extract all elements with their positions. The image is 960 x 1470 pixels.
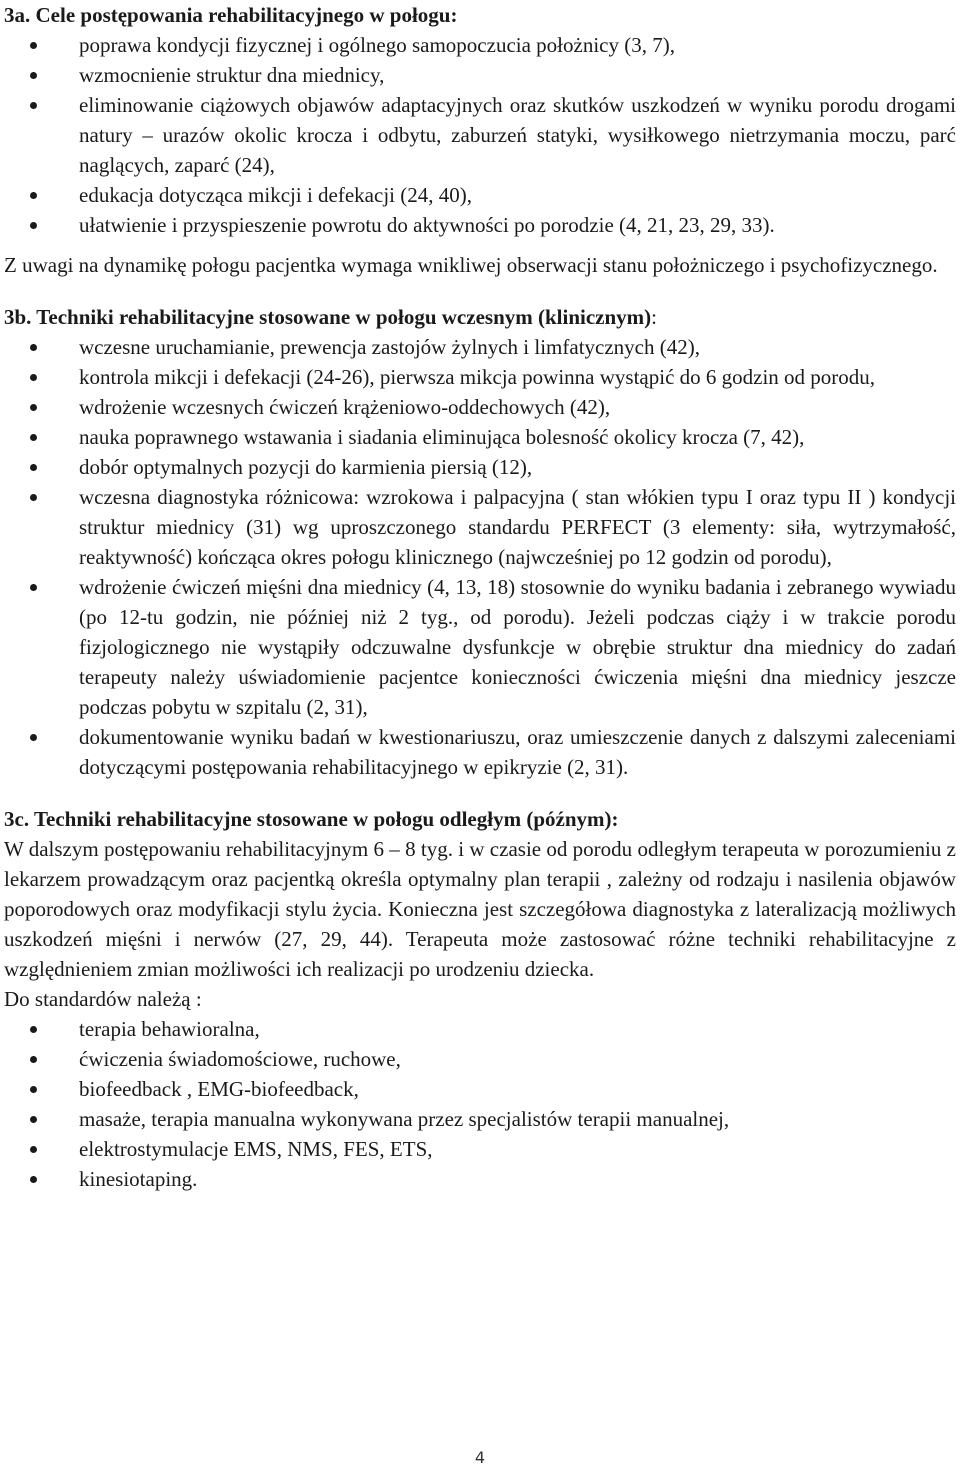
section-b-list	[4, 332, 956, 782]
list-item: edukacja dotycząca mikcji i defekacji (24, 40),	[4, 180, 956, 210]
list-item: kinesiotaping.	[4, 1164, 956, 1194]
document-page	[4, 0, 956, 1194]
list-item: terapia behawioralna,	[4, 1014, 956, 1044]
bullet-icon	[30, 102, 37, 109]
bullet-icon	[30, 404, 37, 411]
bullet-icon	[30, 734, 37, 741]
list-item: wzmocnienie struktur dna miednicy,	[4, 60, 956, 90]
bullet-icon	[30, 42, 37, 49]
list-item: ćwiczenia świadomościowe, ruchowe,	[4, 1044, 956, 1074]
list-item: poprawa kondycji fizycznej i ogólnego samopoczucia położnicy (3, 7),	[4, 30, 956, 60]
list-item: wdrożenie ćwiczeń mięśni dna miednicy (4, 13, 18) stosownie do wyniku badania i zebranego wywiadu (po 12-tu godzin, nie później niż 2 tyg., od porodu). Jeżeli podczas ciąży i w trakcie porodu fizjologicznego nie wystąpiły odczuwalne dysfunkcje w obrębie struktur dna miednicy do zadań terapeuty należy uświadomienie pacjentce konieczności ćwiczenia mięśni dna miednicy jeszcze podczas pobytu w szpitalu (2, 31),	[4, 572, 956, 722]
section-c-paragraph: W dalszym postępowaniu rehabilitacyjnym 6 – 8 tyg. i w czasie od porodu odległym terapeuta w porozumieniu z lekarzem prowadzącym oraz pacjentką określa optymalny plan terapii , zależny od rodzaju i nasilenia objawów poporodowych oraz modyfikacji stylu życia. Konieczna jest szczegółowa diagnostyka z lateralizacją możliwych uszkodzeń mięśni i nerwów (27, 29, 44). Terapeuta może zastosować różne techniki rehabilitacyjne z względnieniem zmian możliwości ich realizacji po urodzeniu dziecka.	[4, 837, 956, 981]
list-item: wczesne uruchamianie, prewencja zastojów żylnych i limfatycznych (42),	[4, 332, 956, 362]
bullet-icon	[30, 584, 37, 591]
bullet-icon	[30, 222, 37, 229]
list-item: dobór optymalnych pozycji do karmienia piersią (12),	[4, 452, 956, 482]
list-item: wczesna diagnostyka różnicowa: wzrokowa i palpacyjna ( stan włókien typu I oraz typu II ) kondycji struktur miednicy (31) wg uproszczonego standardu PERFECT (3 elementy: siła, wytrzymałość, reaktywność) kończąca okres połogu klinicznego (najwcześniej po 12 godzin od porodu),	[4, 482, 956, 572]
section-a-title: 3a. Cele postępowania rehabilitacyjnego w połogu:	[4, 3, 458, 27]
list-item: eliminowanie ciążowych objawów adaptacyjnych oraz skutków uszkodzeń w wyniku porodu drogami natury – urazów okolic krocza i odbytu, zaburzeń statyki, wysiłkowego nietrzymania moczu, parć naglących, zaparć (24),	[4, 90, 956, 180]
bullet-icon	[30, 1116, 37, 1123]
bullet-icon	[30, 1026, 37, 1033]
list-item: dokumentowanie wyniku badań w kwestionariuszu, oraz umieszczenie danych z dalszymi zaleceniami dotyczącymi postępowania rehabilitacyjnego w epikryzie (2, 31).	[4, 722, 956, 782]
standards-intro: Do standardów należą :	[4, 987, 202, 1011]
section-c-title: 3c. Techniki rehabilitacyjne stosowane w połogu odległym (późnym):	[4, 807, 619, 831]
list-item: masaże, terapia manualna wykonywana przez specjalistów terapii manualnej,	[4, 1104, 956, 1134]
bullet-icon	[30, 494, 37, 501]
bullet-icon	[30, 192, 37, 199]
list-item: nauka poprawnego wstawania i siadania eliminująca bolesność okolicy krocza (7, 42),	[4, 422, 956, 452]
bullet-icon	[30, 1176, 37, 1183]
section-a-list	[4, 30, 956, 240]
bullet-icon	[30, 434, 37, 441]
bullet-icon	[30, 1086, 37, 1093]
list-item: elektrostymulacje EMS, NMS, FES, ETS,	[4, 1134, 956, 1164]
section-b-title: 3b. Techniki rehabilitacyjne stosowane w połogu wczesnym (klinicznym):	[4, 305, 657, 329]
bullet-icon	[30, 72, 37, 79]
page-number: 4	[474, 1448, 486, 1467]
section-c-list	[4, 1014, 956, 1194]
bullet-icon	[30, 374, 37, 381]
bullet-icon	[30, 1146, 37, 1153]
list-item: kontrola mikcji i defekacji (24-26), pierwsza mikcja powinna wystąpić do 6 godzin od porodu,	[4, 362, 956, 392]
list-item: biofeedback , EMG-biofeedback,	[4, 1074, 956, 1104]
observation-note: Z uwagi na dynamikę połogu pacjentka wymaga wnikliwej obserwacji stanu położniczego i psychofizycznego.	[4, 253, 938, 277]
bullet-icon	[30, 344, 37, 351]
list-item: wdrożenie wczesnych ćwiczeń krążeniowo-oddechowych (42),	[4, 392, 956, 422]
list-item: ułatwienie i przyspieszenie powrotu do aktywności po porodzie (4, 21, 23, 29, 33).	[4, 210, 956, 240]
bullet-icon	[30, 464, 37, 471]
bullet-icon	[30, 1056, 37, 1063]
